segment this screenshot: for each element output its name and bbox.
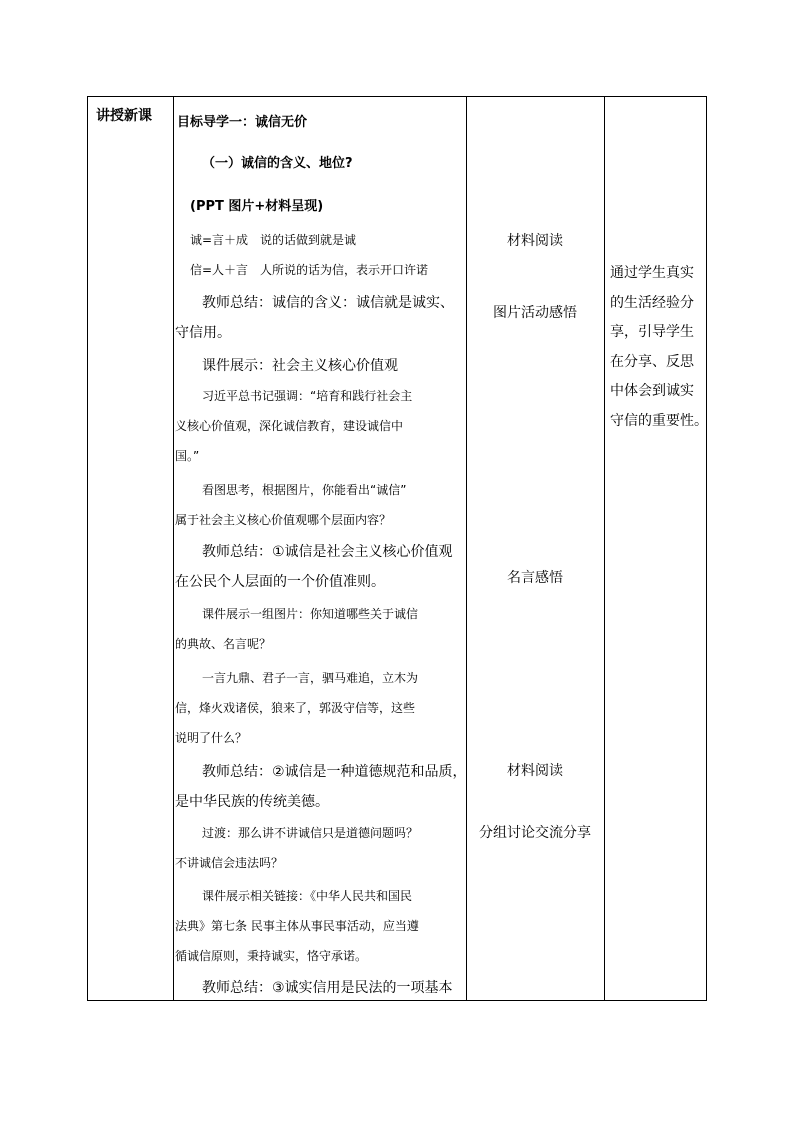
content-line: 是中华民族的传统美德。 <box>175 794 329 810</box>
column-divider <box>173 97 174 1000</box>
content-line: 课件展示：社会主义核心价值观 <box>202 358 398 374</box>
content-line: 信，烽火戏诸侯，狼来了，郭汲守信等，这些 <box>175 701 416 715</box>
column-divider <box>604 97 605 1000</box>
activity-label: 名言感悟 <box>507 570 563 586</box>
content-line: 守信用。 <box>175 325 231 341</box>
content-line: 教师总结：②诚信是一种道德规范和品质， <box>202 764 467 780</box>
content-line: 诚=言＋成 说的话做到就是诚 <box>190 233 357 247</box>
content-line: 习近平总书记强调：“培育和践行社会主 <box>202 389 413 403</box>
material-note: (PPT 图片+材料呈现) <box>190 199 324 214</box>
intent-line: 的生活经验分 <box>610 294 694 311</box>
content-line: 属于社会主义核心价值观哪个层面内容？ <box>175 513 392 527</box>
content-line: 说明了什么？ <box>175 731 248 745</box>
content-line: 教师总结：③诚实信用是民法的一项基本 <box>202 980 453 996</box>
activity-label: 材料阅读 <box>507 233 563 249</box>
intent-line: 享，引导学生 <box>610 324 694 340</box>
content-line: 过渡：那么讲不讲诚信只是道德问题吗？ <box>202 826 419 840</box>
activity-label: 图片活动感悟 <box>493 305 577 321</box>
content-line: 课件展示相关链接：《中华人民共和国民 <box>202 889 413 903</box>
content-line: 国。” <box>175 449 200 463</box>
intent-line: 中体会到诚实 <box>610 383 694 399</box>
content-line: 一言九鼎、君子一言，驷马难追，立木为 <box>202 671 419 685</box>
intent-line: 守信的重要性。 <box>610 412 708 429</box>
content-line: 在公民个人层面的一个价值准则。 <box>175 574 385 590</box>
activity-label: 分组讨论交流分享 <box>479 825 591 841</box>
design-intent-cell <box>610 259 706 436</box>
content-line: 教师总结：①诚信是社会主义核心价值观 <box>202 544 453 560</box>
intent-line: 通过学生真实 <box>610 265 694 281</box>
lesson-table <box>87 96 707 1001</box>
activity-label: 材料阅读 <box>507 763 563 779</box>
content-line: 信=人＋言 人所说的话为信，表示开口许诺 <box>190 263 429 277</box>
content-line: 法典》第七条 民事主体从事民事活动，应当遵 <box>175 919 419 933</box>
content-line: 看图思考，根据图片，你能看出“诚信” <box>202 483 407 497</box>
content-line: 不讲诚信会违法吗？ <box>175 856 284 870</box>
content-line: 课件展示一组图片：你知道哪些关于诚信 <box>202 607 419 621</box>
section-header-cell: 讲授新课 <box>96 108 152 124</box>
goal-heading: 目标导学一：诚信无价 <box>177 115 308 130</box>
sub-heading: （一）诚信的含义、地位? <box>202 156 353 171</box>
content-line: 的典故、名言呢？ <box>175 637 272 651</box>
intent-line: 在分享、反思 <box>610 353 694 370</box>
content-line: 教师总结：诚信的含义：诚信就是诚实、 <box>202 295 454 311</box>
content-line: 义核心价值观，深化诚信教育，建设诚信中 <box>175 419 404 433</box>
content-line: 循诚信原则，秉持诚实，恪守承诺。 <box>175 949 368 963</box>
